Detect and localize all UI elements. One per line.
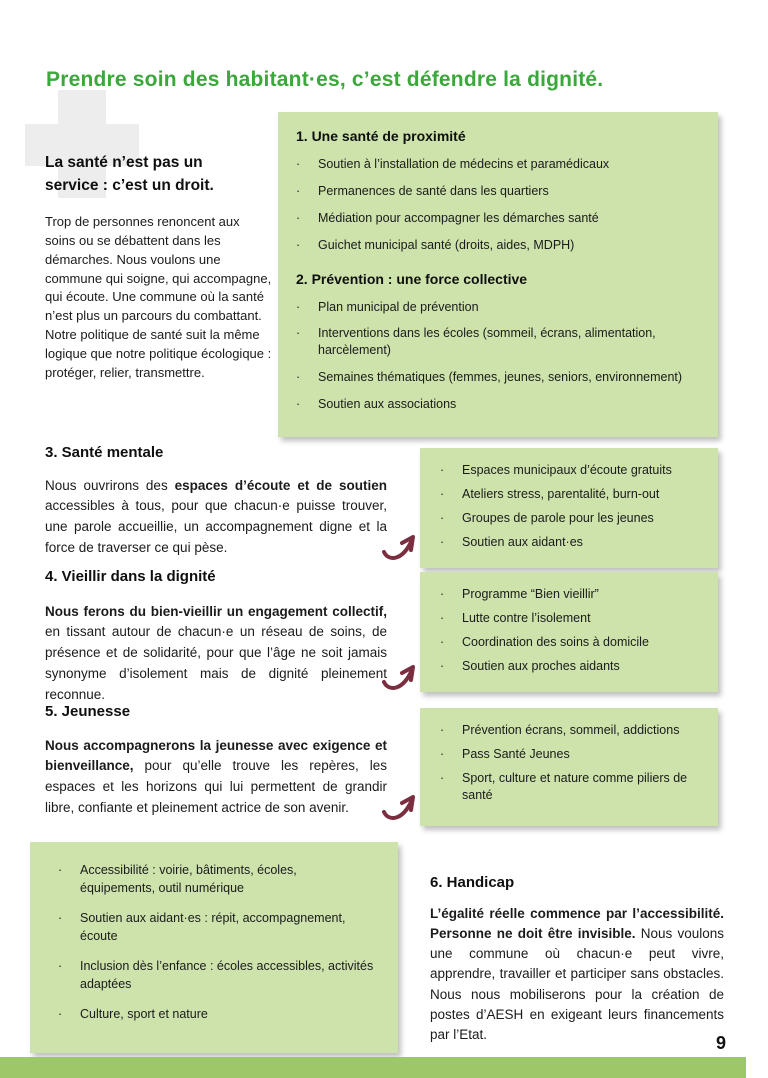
bullet-marker <box>440 586 462 603</box>
paragraph-text: en tissant autour de chacun·e un réseau de soins, de présence et de solidarité, pour que l’âge ne soit jamais synonyme d’isolement mais de dignité pleinement reconnue. <box>45 624 387 703</box>
list-item-text: Semaines thématiques (femmes, jeunes, seniors, environnement) <box>318 370 683 385</box>
section-5-heading: 5. Jeunesse <box>45 703 131 721</box>
list-item <box>440 634 708 651</box>
list-item <box>296 156 706 173</box>
list-item-text: Permanences de santé dans les quartiers <box>318 183 549 198</box>
section-2-title: 2. Prévention : une force collective <box>296 270 528 287</box>
list-item <box>440 486 708 503</box>
proximity-prevention-box <box>278 112 718 437</box>
bullet-marker <box>296 325 318 359</box>
bullet-marker <box>296 237 318 254</box>
bullet-marker <box>58 958 80 993</box>
list-item-text: Soutien à l’installation de médecins et paramédicaux <box>318 157 610 171</box>
paragraph-bold-text: Nous ferons du bien-vieillir un engagement collectif, <box>45 603 387 619</box>
list-item <box>296 183 706 200</box>
list-item <box>296 325 706 359</box>
list-item <box>58 958 374 993</box>
section-1-title: 1. Une santé de proximité <box>296 128 466 144</box>
list-item-text: Pass Santé Jeunes <box>462 746 570 761</box>
section-1-list <box>296 156 706 254</box>
section-4-paragraph <box>45 602 387 707</box>
bullet-marker <box>440 534 462 551</box>
list-item <box>296 210 706 227</box>
section-6-heading: 6. Handicap <box>430 874 515 892</box>
list-item <box>58 1006 374 1024</box>
section-6-list <box>58 862 374 1024</box>
section-3-paragraph <box>45 476 387 560</box>
paragraph-bold-text: espaces d’écoute et de soutien <box>174 477 387 493</box>
bullet-marker <box>440 722 462 739</box>
list-item-text: Soutien aux aidant·es <box>462 534 583 549</box>
list-item <box>440 722 708 739</box>
bullet-marker <box>296 299 318 316</box>
section-6-paragraph <box>430 904 724 1046</box>
list-item-text: Coordination des soins à domicile <box>462 634 649 649</box>
list-item-text: Interventions dans les écoles (sommeil, écrans, alimentation, harcèlement) <box>318 326 656 358</box>
section-4-heading: 4. Vieillir dans la dignité <box>45 568 216 586</box>
list-item-text: Plan municipal de prévention <box>318 299 479 314</box>
paragraph-text: pour qu’elle trouve les repères, les espaces et les horizons qui lui permettent de grandir libre, confiante et pleinement actrice de son avenir. <box>45 758 387 816</box>
curved-arrow-icon <box>380 524 424 564</box>
page-title: Prendre soin des habitant·es, c’est défendre la dignité. <box>46 68 604 92</box>
list-item <box>440 586 708 603</box>
list-item <box>58 910 374 945</box>
list-item <box>440 510 708 527</box>
list-item-text: Médiation pour accompagner les démarches santé <box>318 210 599 225</box>
list-item <box>440 610 708 627</box>
list-item-text: Sport, culture et nature comme piliers de santé <box>462 770 688 802</box>
bullet-marker <box>440 770 462 804</box>
list-item <box>296 299 706 316</box>
list-item-text: Ateliers stress, parentalité, burn-out <box>462 486 660 501</box>
paragraph-text: Nous ouvrirons des <box>45 477 175 493</box>
list-item-text: Soutien aux associations <box>318 397 457 411</box>
section-4-list <box>440 586 708 675</box>
bullet-marker <box>440 610 462 627</box>
intro-heading: La santé n’est pas un service : c’est un droit. <box>45 153 214 195</box>
bullet-marker <box>296 156 318 173</box>
paragraph-text: Nous voulons une commune où chacun·e peut vivre, apprendre, travailler et participer sans obstacles. Nous nous mobiliserons pour la création de postes d’AESH en exigeant leurs financements par l’Etat. <box>430 925 724 1042</box>
section-3-heading: 3. Santé mentale <box>45 444 164 462</box>
list-item-text: Lutte contre l’isolement <box>462 610 591 625</box>
footer-bar <box>0 1057 746 1078</box>
bullet-marker <box>58 910 80 945</box>
aging-box <box>420 572 718 692</box>
bullet-marker <box>440 486 462 503</box>
mental-health-box <box>420 448 718 568</box>
paragraph-bold-text: Nous accompagnerons la jeunesse avec exigence et bienveillance, <box>45 737 387 774</box>
section-2-list <box>296 299 706 413</box>
paragraph-bold-text: L’égalité réelle commence par l’accessibilité. Personne ne doit être invisible. <box>430 905 724 941</box>
list-item <box>440 658 708 675</box>
bullet-marker <box>440 634 462 651</box>
list-item-text: Soutien aux proches aidants <box>462 658 620 673</box>
list-item-text: Accessibilité : voirie, bâtiments, écoles, équipements, outil numérique <box>80 863 297 895</box>
bullet-marker <box>296 396 318 413</box>
list-item <box>296 369 706 386</box>
list-item <box>296 237 706 254</box>
list-item <box>58 862 374 897</box>
handicap-box <box>30 842 398 1053</box>
list-item-text: Groupes de parole pour les jeunes <box>462 510 654 525</box>
section-5-list <box>440 722 708 804</box>
curved-arrow-icon <box>380 784 424 824</box>
bullet-marker <box>440 658 462 675</box>
intro-paragraph: Trop de personnes renoncent aux soins ou se débattent dans les démarches. Nous voulons une commune qui soigne, qui accompagne, qui écoute. Une commune où la santé n’est plus un parcours du combattant. Notre politique de santé suit la même logique que notre politique écologique : protéger, relier, transmettre. <box>45 214 272 380</box>
bullet-marker <box>58 1006 80 1024</box>
list-item-text: Soutien aux aidant·es : répit, accompagnement, écoute <box>80 911 346 943</box>
list-item-text: Prévention écrans, sommeil, addictions <box>462 723 680 737</box>
list-item-text: Guichet municipal santé (droits, aides, MDPH) <box>318 237 575 252</box>
list-item <box>440 770 708 804</box>
bullet-marker <box>440 510 462 527</box>
list-item-text: Espaces municipaux d’écoute gratuits <box>462 463 672 477</box>
bullet-marker <box>440 746 462 763</box>
list-item <box>440 462 708 479</box>
section-5-paragraph <box>45 736 387 820</box>
list-item-text: Culture, sport et nature <box>80 1007 208 1021</box>
bullet-marker <box>58 862 80 897</box>
bullet-marker <box>296 210 318 227</box>
list-item-text: Inclusion dès l’enfance : écoles accessibles, activités adaptées <box>80 959 374 991</box>
section-3-list <box>440 462 708 551</box>
youth-box <box>420 708 718 826</box>
list-item <box>440 746 708 763</box>
page-number: 9 <box>716 1033 727 1053</box>
curved-arrow-icon <box>380 654 424 694</box>
bullet-marker <box>296 369 318 386</box>
paragraph-text: accessibles à tous, pour que chacun·e puisse trouver, une parole accueillie, un accompagnement digne et la force de traverser ce qui pèse. <box>45 498 387 556</box>
list-item <box>440 534 708 551</box>
list-item <box>296 396 706 413</box>
list-item-text: Programme “Bien vieillir” <box>462 587 599 601</box>
bullet-marker <box>440 462 462 479</box>
bullet-marker <box>296 183 318 200</box>
